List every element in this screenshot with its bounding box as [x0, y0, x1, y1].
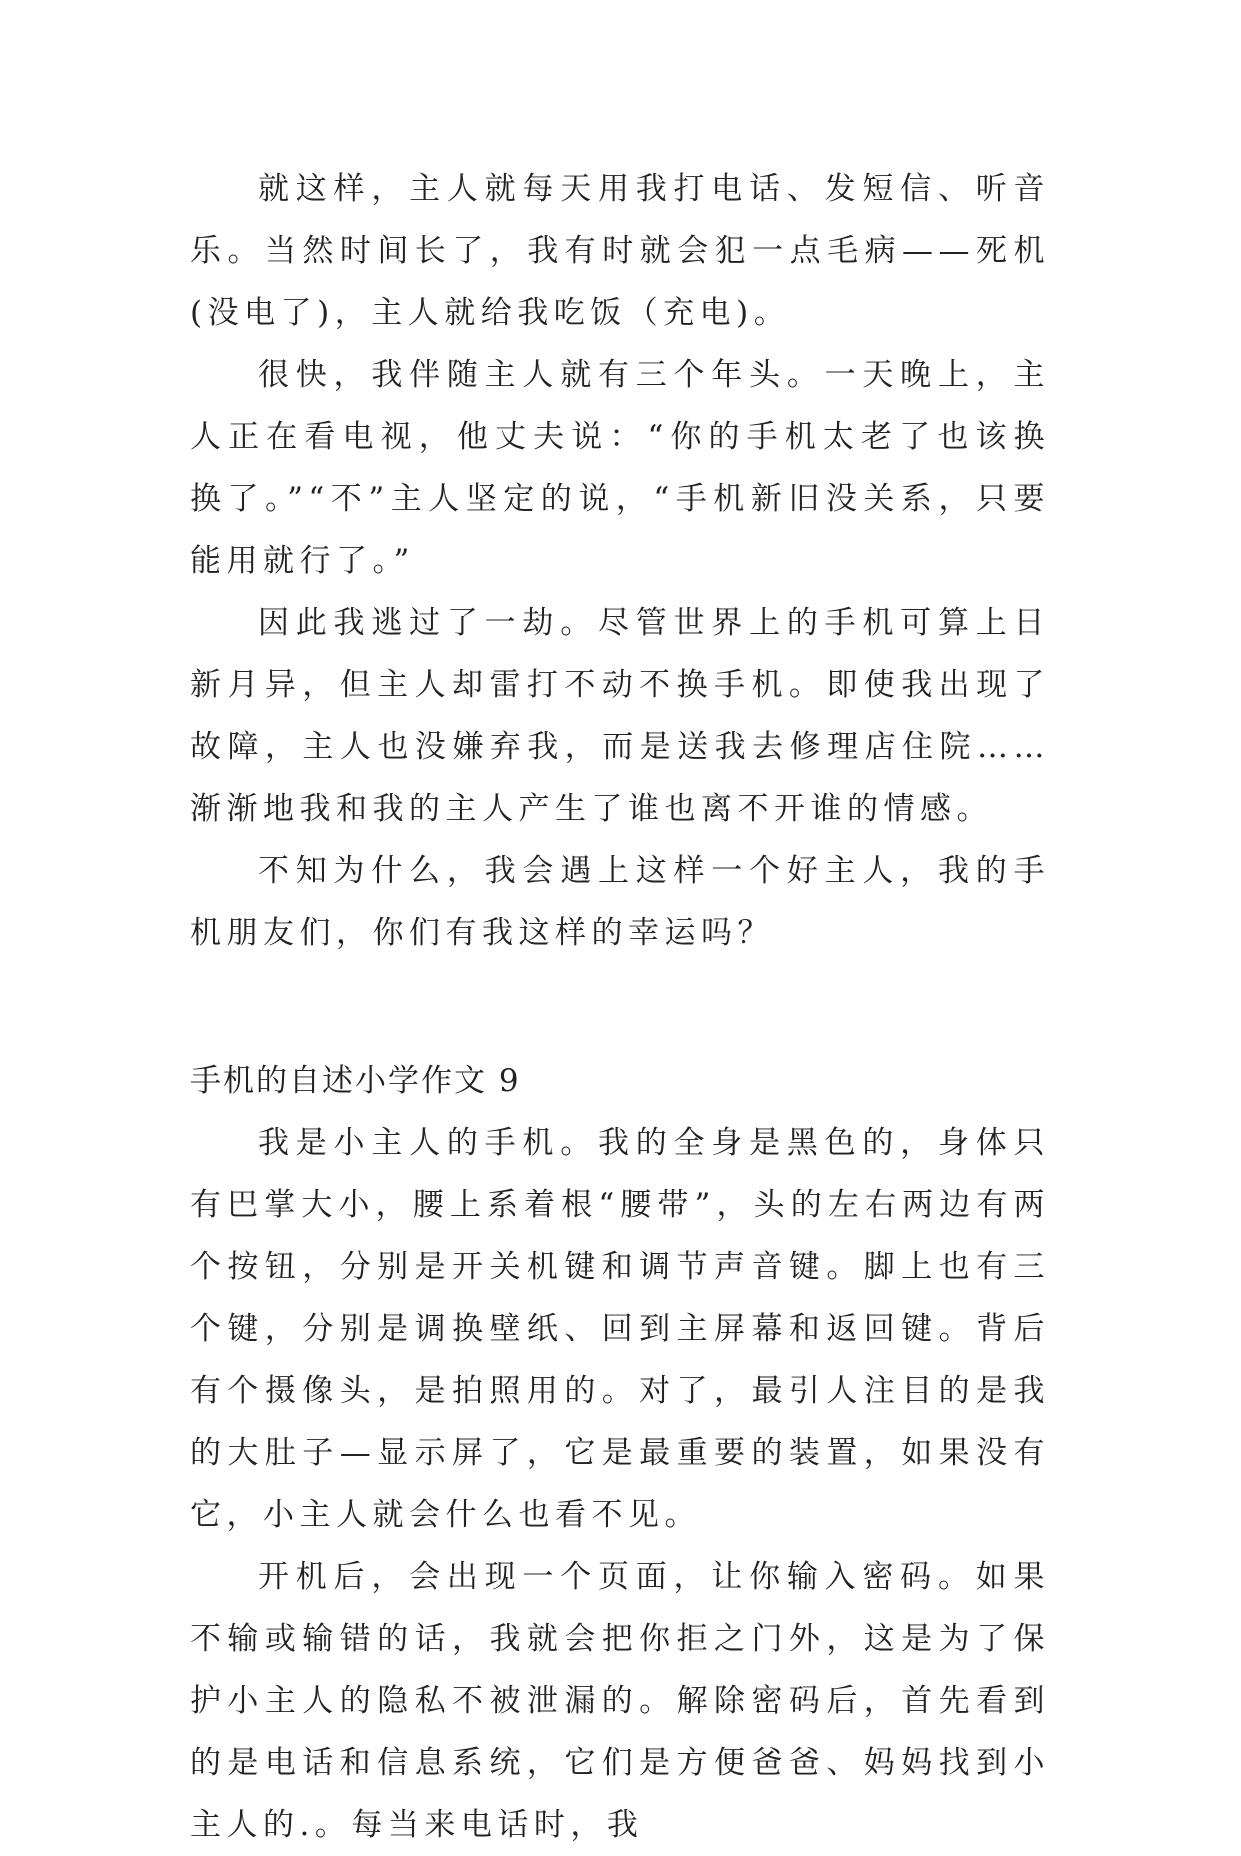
- paragraph: 因此我逃过了一劫。尽管世界上的手机可算上日新月异，但主人却雷打不动不换手机。即使我出现了故障，主人也没嫌弃我，而是送我去修理店住院……渐渐地我和我的主人产生了谁也离不开谁的情感。: [190, 605, 1050, 827]
- section-title: 手机的自述小学作文 9: [190, 1063, 521, 1099]
- paragraph: 开机后，会出现一个页面，让你输入密码。如果不输或输错的话，我就会把你拒之门外，这是为了保护小主人的隐私不被泄漏的。解除密码后，首先看到的是电话和信息系统，它们是方便爸爸、妈妈找到小主人的.。每当来电话时，我: [190, 1559, 1050, 1843]
- paragraph: 不知为什么，我会遇上这样一个好主人，我的手机朋友们，你们有我这样的幸运吗？: [190, 853, 1050, 951]
- paragraph: 就这样，主人就每天用我打电话、发短信、听音乐。当然时间长了，我有时就会犯一点毛病——死机(没电了)，主人就给我吃饭（充电)。: [190, 171, 1050, 331]
- paragraph: 很快，我伴随主人就有三个年头。一天晚上，主人正在看电视，他丈夫说：“你的手机太老了也该换换了。”“不”主人坚定的说，“手机新旧没关系，只要能用就行了。”: [190, 357, 1050, 579]
- paragraph: 我是小主人的手机。我的全身是黑色的，身体只有巴掌大小，腰上系着根“腰带”，头的左右两边有两个按钮，分别是开关机键和调节声音键。脚上也有三个键，分别是调换壁纸、回到主屏幕和返回键。背后有个摄像头，是拍照用的。对了，最引人注目的是我的大肚子—显示屏了，它是最重要的装置，如果没有它，小主人就会什么也看不见。: [190, 1125, 1050, 1533]
- document-body: [190, 158, 1050, 1856]
